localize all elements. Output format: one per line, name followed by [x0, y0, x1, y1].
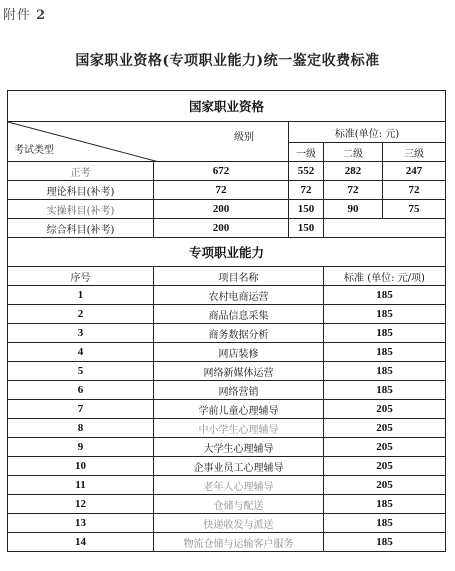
- fee-cell: 72: [154, 181, 289, 200]
- fee-cell: 150: [289, 219, 324, 238]
- fee-cell: 185: [324, 324, 446, 343]
- serial-number-cell: 10: [8, 457, 154, 476]
- project-name-cell: 商务数据分析: [154, 324, 324, 343]
- empty-cell: [324, 219, 446, 238]
- fee-cell: 205: [324, 476, 446, 495]
- section2-heading-row: [8, 238, 446, 267]
- fee-cell: 672: [154, 162, 289, 181]
- serial-number-cell: 12: [8, 495, 154, 514]
- fee-cell: 72: [324, 181, 383, 200]
- fee-cell: 185: [324, 305, 446, 324]
- table-row: [8, 381, 446, 400]
- project-name-cell: 大学生心理辅导: [154, 438, 324, 457]
- project-name-cell: 企事业员工心理辅导: [154, 457, 324, 476]
- serial-number-cell: 4: [8, 343, 154, 362]
- exam-type-cell: 综合科目(补考): [8, 219, 154, 238]
- fee-cell: 185: [324, 533, 446, 552]
- exam-type-header: 考试类型: [14, 145, 54, 156]
- table-row: [8, 362, 446, 381]
- project-name-header: 项目名称: [154, 267, 324, 286]
- table-row: [8, 495, 446, 514]
- serial-number-cell: 13: [8, 514, 154, 533]
- serial-number-header: 序号: [8, 267, 154, 286]
- table-row: [8, 400, 446, 419]
- table-row: [8, 476, 446, 495]
- table-row: [8, 286, 446, 305]
- level-header: 级别: [234, 132, 254, 143]
- serial-number-cell: 7: [8, 400, 154, 419]
- fee-cell: 247: [383, 162, 446, 181]
- level-2-header: 二级: [324, 143, 383, 162]
- serial-number-cell: 11: [8, 476, 154, 495]
- fee-cell: 552: [289, 162, 324, 181]
- level-1-header: 一级: [289, 143, 324, 162]
- fee-cell: 90: [324, 200, 383, 219]
- exam-type-cell: 正考: [8, 162, 154, 181]
- fee-cell: 185: [324, 286, 446, 305]
- serial-number-cell: 3: [8, 324, 154, 343]
- section1-heading: 国家职业资格: [8, 91, 446, 122]
- project-name-cell: 网店装修: [154, 343, 324, 362]
- fee-cell: 185: [324, 381, 446, 400]
- level-3-header: 三级: [383, 143, 446, 162]
- table-row: [8, 181, 446, 200]
- fee-standard-table: [7, 90, 446, 552]
- table-row: [8, 438, 446, 457]
- annex-number: 2: [36, 8, 47, 23]
- fee-cell: 200: [154, 200, 289, 219]
- fee-cell: 200: [154, 219, 289, 238]
- serial-number-cell: 1: [8, 286, 154, 305]
- exam-type-cell: 实操科目(补考): [8, 200, 154, 219]
- project-name-cell: 网络新媒体运营: [154, 362, 324, 381]
- project-name-cell: 仓储与配送: [154, 495, 324, 514]
- project-name-cell: 网络营销: [154, 381, 324, 400]
- section2-body: [8, 286, 446, 552]
- fee-cell: 205: [324, 400, 446, 419]
- fee-cell: 185: [324, 343, 446, 362]
- exam-type-cell: 理论科目(补考): [8, 181, 154, 200]
- fee-cell: 75: [383, 200, 446, 219]
- serial-number-cell: 5: [8, 362, 154, 381]
- project-name-cell: 农村电商运营: [154, 286, 324, 305]
- fee-cell: 205: [324, 457, 446, 476]
- annex-label: [3, 4, 46, 23]
- section1-header-row: [8, 122, 446, 143]
- project-name-cell: 中小学生心理辅导: [154, 419, 324, 438]
- diagonal-header-cell: [8, 122, 289, 162]
- project-name-cell: 快递收发与派送: [154, 514, 324, 533]
- table-row: [8, 457, 446, 476]
- fee-cell: 72: [289, 181, 324, 200]
- fee-cell: 185: [324, 495, 446, 514]
- project-name-cell: 学前儿童心理辅导: [154, 400, 324, 419]
- section1-heading-row: [8, 91, 446, 122]
- serial-number-cell: 14: [8, 533, 154, 552]
- table-row: [8, 514, 446, 533]
- serial-number-cell: 9: [8, 438, 154, 457]
- table-row: [8, 324, 446, 343]
- table-row: [8, 533, 446, 552]
- fee-cell: 185: [324, 514, 446, 533]
- project-name-cell: 商品信息采集: [154, 305, 324, 324]
- serial-number-cell: 8: [8, 419, 154, 438]
- table-row: [8, 200, 446, 219]
- serial-number-cell: 2: [8, 305, 154, 324]
- fee-cell: 72: [383, 181, 446, 200]
- fee-cell: 150: [289, 200, 324, 219]
- table-row: [8, 219, 446, 238]
- table-row: [8, 162, 446, 181]
- fee-cell: 282: [324, 162, 383, 181]
- fee-standard-header: 标准 (单位: 元/项): [324, 267, 446, 286]
- section2-header-row: [8, 267, 446, 286]
- table-row: [8, 343, 446, 362]
- document-title: 国家职业资格(专项职业能力)统一鉴定收费标准: [75, 53, 380, 69]
- project-name-cell: 老年人心理辅导: [154, 476, 324, 495]
- annex-text: 附件: [3, 8, 32, 23]
- standard-header: 标准(单位: 元): [289, 122, 446, 143]
- fee-cell: 205: [324, 419, 446, 438]
- section2-heading: 专项职业能力: [8, 238, 446, 267]
- table-row: [8, 305, 446, 324]
- table-row: [8, 419, 446, 438]
- serial-number-cell: 6: [8, 381, 154, 400]
- fee-cell: 185: [324, 362, 446, 381]
- fee-cell: 205: [324, 438, 446, 457]
- project-name-cell: 物流仓储与运输客户服务: [154, 533, 324, 552]
